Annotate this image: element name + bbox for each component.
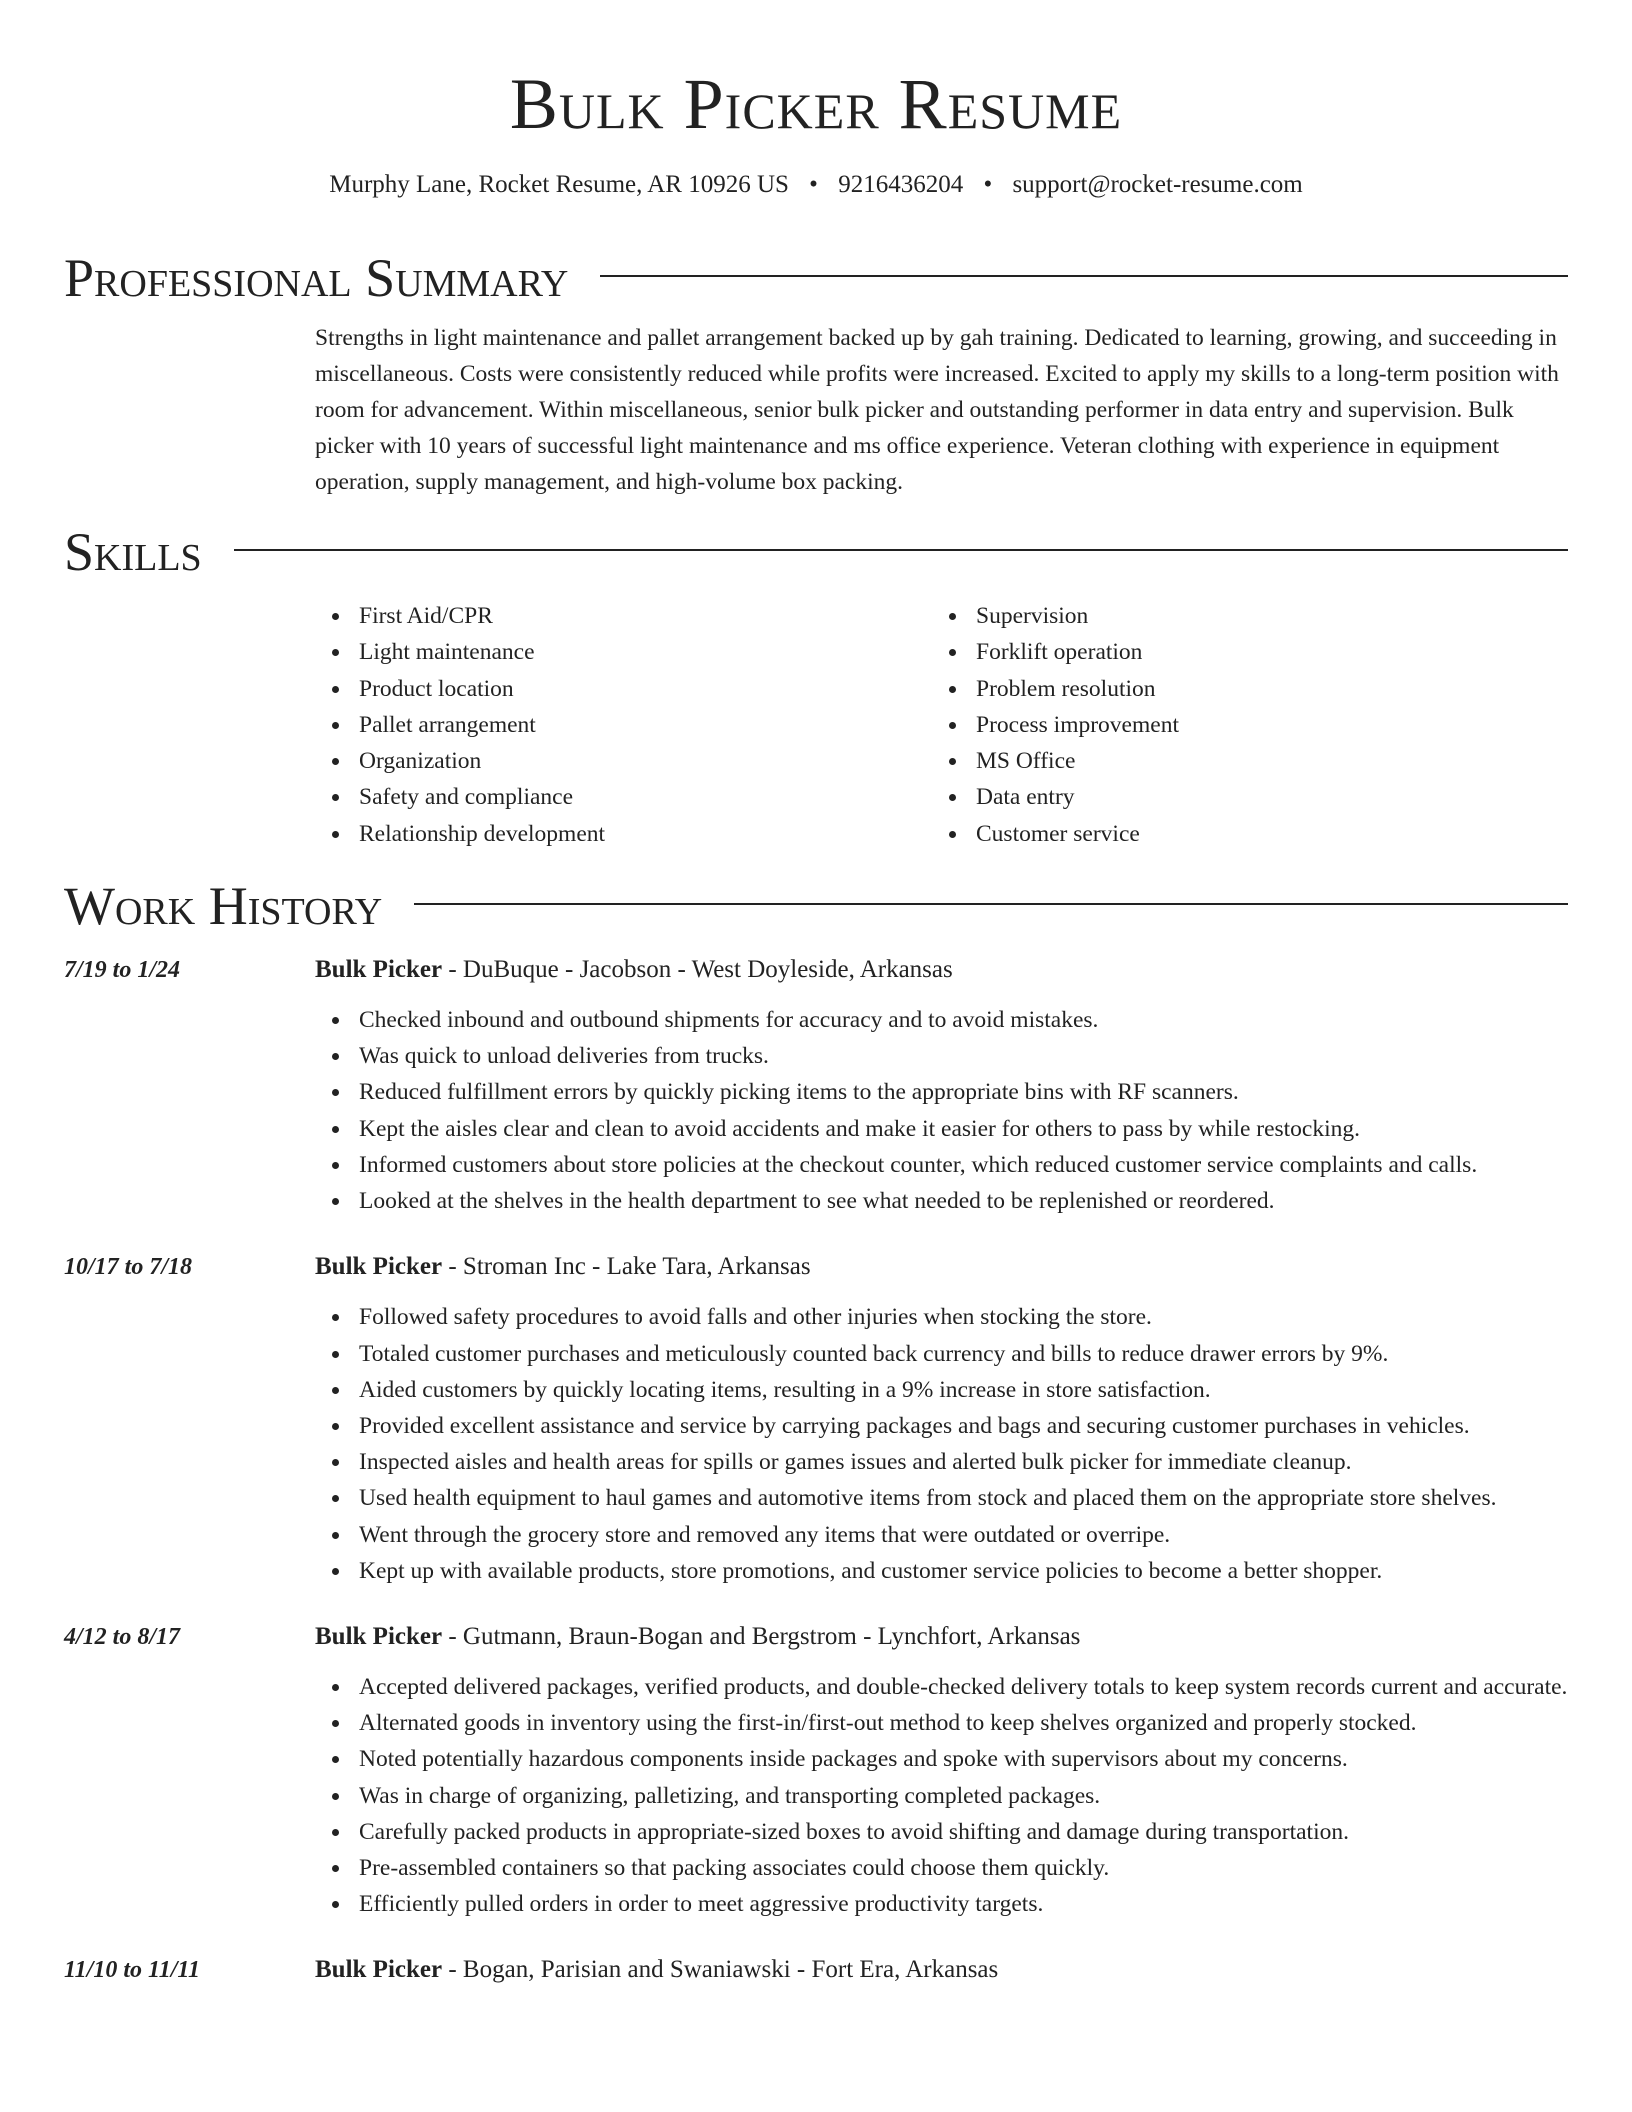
job-body bbox=[315, 1249, 1568, 1589]
bullet-icon bbox=[332, 1198, 339, 1205]
job-employer-location: - Stroman Inc - Lake Tara, Arkansas bbox=[442, 1253, 811, 1281]
skill-item bbox=[932, 634, 1549, 670]
job-duty-item bbox=[315, 1553, 1568, 1589]
bullet-icon bbox=[332, 1017, 339, 1024]
job-dates: 4/12 to 8/17 bbox=[64, 1623, 181, 1650]
job-duty-item-text: Kept up with available products, store promotions, and customer service policies to become a better shopper. bbox=[359, 1557, 1383, 1584]
job-list bbox=[64, 952, 1568, 2002]
job-header bbox=[315, 1249, 1568, 1285]
job-duty-item bbox=[315, 1444, 1568, 1480]
skill-item-text: Customer service bbox=[976, 820, 1140, 847]
skill-item bbox=[315, 707, 932, 743]
skill-item-text: MS Office bbox=[976, 748, 1076, 775]
job-duty-item-text: Informed customers about store policies at the checkout counter, which reduced customer service complaints and calls. bbox=[359, 1151, 1478, 1178]
job-duty-item-text: Efficiently pulled orders in order to meet aggressive productivity targets. bbox=[359, 1891, 1044, 1918]
bullet-icon bbox=[332, 649, 339, 656]
skills-heading bbox=[64, 520, 1568, 584]
bullet-icon bbox=[332, 1829, 339, 1836]
contact-line bbox=[64, 168, 1568, 202]
job-employer-location: - Bogan, Parisian and Swaniawski - Fort Era, Arkansas bbox=[442, 1956, 999, 1984]
bullet-icon bbox=[332, 1459, 339, 1466]
job-entry bbox=[64, 1249, 1568, 1589]
summary-heading bbox=[64, 246, 1568, 310]
job-duty-item-text: Kept the aisles clear and clean to avoid accidents and make it easier for others to pass by while restocking. bbox=[359, 1115, 1361, 1142]
job-duty-item-text: Inspected aisles and health areas for spills or games issues and alerted bulk picker for immediate cleanup. bbox=[359, 1449, 1352, 1476]
skill-item-text: Product location bbox=[359, 675, 514, 702]
job-duty-item bbox=[315, 1778, 1568, 1814]
bullet-icon bbox=[332, 1901, 339, 1908]
skill-item-text: Organization bbox=[359, 748, 482, 775]
bullet-icon bbox=[332, 1793, 339, 1800]
bullet-icon bbox=[949, 758, 956, 765]
contact-address: Murphy Lane, Rocket Resume, AR 10926 US bbox=[329, 171, 789, 198]
skill-item-text: Pallet arrangement bbox=[359, 711, 536, 738]
skill-item-text: Process improvement bbox=[976, 711, 1179, 738]
job-duty-item bbox=[315, 1299, 1568, 1335]
job-duty-item-text: Used health equipment to haul games and automotive items from stock and placed them on the appropriate store shelves. bbox=[359, 1485, 1497, 1512]
skills-heading-text: Skills bbox=[64, 522, 202, 582]
resume-title: Bulk Picker Resume bbox=[509, 64, 1123, 144]
job-duty-item-text: Followed safety procedures to avoid falls and other injuries when stocking the store. bbox=[359, 1304, 1152, 1331]
job-duty-item bbox=[315, 1705, 1568, 1741]
bullet-icon bbox=[332, 831, 339, 838]
skill-item-text: Relationship development bbox=[359, 820, 606, 847]
job-duty-item bbox=[315, 1336, 1568, 1372]
job-duties-list bbox=[315, 1299, 1568, 1589]
bullet-icon bbox=[332, 1756, 339, 1763]
skill-item bbox=[315, 598, 932, 634]
skill-item-text: Light maintenance bbox=[359, 639, 535, 666]
bullet-icon bbox=[949, 831, 956, 838]
work-history-section bbox=[64, 874, 1568, 2002]
job-duty-item bbox=[315, 1372, 1568, 1408]
job-duty-item-text: Reduced fulfillment errors by quickly picking items to the appropriate bins with RF scanners. bbox=[359, 1079, 1239, 1106]
bullet-icon bbox=[949, 613, 956, 620]
bullet-icon bbox=[949, 649, 956, 656]
skill-item-text: First Aid/CPR bbox=[359, 603, 493, 629]
job-entry bbox=[64, 952, 1568, 1219]
job-employer-location: - DuBuque - Jacobson - West Doyleside, Arkansas bbox=[442, 956, 953, 984]
job-duty-item-text: Aided customers by quickly locating items, resulting in a 9% increase in store satisfaction. bbox=[359, 1376, 1211, 1403]
job-title: Bulk Picker bbox=[315, 1956, 443, 1984]
job-duty-item bbox=[315, 1814, 1568, 1850]
job-duty-item bbox=[315, 1669, 1568, 1705]
skill-item-text: Safety and compliance bbox=[359, 784, 574, 811]
bullet-icon bbox=[332, 1126, 339, 1133]
skills-list-right bbox=[932, 598, 1549, 852]
resume-page bbox=[64, 0, 1568, 2002]
job-duty-item-text: Was quick to unload deliveries from trucks. bbox=[359, 1043, 769, 1070]
job-entry bbox=[64, 1619, 1568, 1922]
bullet-icon bbox=[332, 686, 339, 693]
job-duty-item bbox=[315, 1038, 1568, 1074]
bullet-icon bbox=[332, 1865, 339, 1872]
section-divider bbox=[234, 549, 1568, 551]
skills-section bbox=[64, 520, 1568, 852]
skill-item-text: Forklift operation bbox=[976, 639, 1143, 666]
job-duty-item bbox=[315, 1183, 1568, 1219]
job-dates: 11/10 to 11/11 bbox=[64, 1957, 201, 1984]
job-title: Bulk Picker bbox=[315, 956, 443, 984]
job-duty-item bbox=[315, 1480, 1568, 1516]
job-duty-item-text: Was in charge of organizing, palletizing, and transporting completed packages. bbox=[359, 1782, 1101, 1809]
skill-item bbox=[315, 671, 932, 707]
skill-item bbox=[315, 816, 932, 852]
skill-item bbox=[932, 598, 1549, 634]
bullet-icon bbox=[332, 1423, 339, 1430]
job-duty-item bbox=[315, 1002, 1568, 1038]
job-header bbox=[315, 952, 1568, 988]
bullet-icon bbox=[949, 722, 956, 729]
skill-item bbox=[315, 634, 932, 670]
contact-separator: • bbox=[983, 171, 993, 198]
job-title: Bulk Picker bbox=[315, 1253, 443, 1281]
job-duty-item bbox=[315, 1850, 1568, 1886]
job-duties-list bbox=[315, 1669, 1568, 1922]
skills-column-left bbox=[315, 598, 932, 852]
bullet-icon bbox=[332, 1089, 339, 1096]
job-duty-item-text: Went through the grocery store and removed any items that were outdated or overripe. bbox=[359, 1521, 1171, 1548]
skill-item bbox=[932, 779, 1549, 815]
bullet-icon bbox=[332, 1162, 339, 1169]
job-duty-item bbox=[315, 1517, 1568, 1553]
bullet-icon bbox=[332, 722, 339, 729]
section-divider bbox=[414, 903, 1568, 905]
work-history-heading-text: Work History bbox=[64, 876, 383, 937]
job-header bbox=[315, 1952, 1568, 1988]
skills-columns bbox=[315, 598, 1568, 852]
bullet-icon bbox=[949, 686, 956, 693]
job-duty-item-text: Alternated goods in inventory using the first-in/first-out method to keep shelves organized and properly stocked. bbox=[359, 1710, 1417, 1737]
skill-item bbox=[932, 743, 1549, 779]
job-body bbox=[315, 1619, 1568, 1922]
job-title: Bulk Picker bbox=[315, 1622, 443, 1650]
contact-separator: • bbox=[809, 171, 818, 198]
skill-item bbox=[932, 816, 1549, 852]
summary-section bbox=[64, 246, 1568, 500]
section-divider bbox=[600, 275, 1568, 277]
skill-item-text: Problem resolution bbox=[976, 675, 1156, 702]
job-duty-item-text: Pre-assembled containers so that packing associates could choose them quickly. bbox=[359, 1854, 1110, 1881]
skills-column-right bbox=[932, 598, 1549, 852]
bullet-icon bbox=[332, 758, 339, 765]
bullet-icon bbox=[332, 1053, 339, 1060]
job-duty-item bbox=[315, 1408, 1568, 1444]
job-duty-item-text: Noted potentially hazardous components inside packages and spoke with supervisors about my concerns. bbox=[359, 1746, 1348, 1773]
job-duty-item bbox=[315, 1111, 1568, 1147]
job-duties-list bbox=[315, 1002, 1568, 1219]
summary-text: Strengths in light maintenance and pallet arrangement backed up by gah training. Dedicated to learning, growing, and succeeding in miscellaneous. Costs were consistently reduced while profits were increased. Excited to apply my skills to a long-term position with room for advancement. Within miscellaneous, senior bulk picker and outstanding performer in data entry and supervision. Bulk picker with 10 years of successful light maintenance and ms office experience. Veteran clothing with experience in equipment operation, supply management, and high-volume box packing. bbox=[315, 325, 1559, 495]
bullet-icon bbox=[332, 1568, 339, 1575]
job-dates: 7/19 to 1/24 bbox=[64, 957, 181, 984]
job-body bbox=[315, 1952, 1568, 2002]
summary-heading-text: Professional Summary bbox=[64, 248, 569, 308]
job-duty-item bbox=[315, 1074, 1568, 1110]
job-duty-item-text: Totaled customer purchases and meticulously counted back currency and bills to reduce drawer errors by 9%. bbox=[359, 1340, 1389, 1367]
skill-item bbox=[932, 707, 1549, 743]
job-body bbox=[315, 952, 1568, 1219]
skill-item bbox=[315, 779, 932, 815]
bullet-icon bbox=[949, 794, 956, 801]
bullet-icon bbox=[332, 1532, 339, 1539]
skills-list-left bbox=[315, 598, 932, 852]
job-employer-location: - Gutmann, Braun-Bogan and Bergstrom - Lynchfort, Arkansas bbox=[442, 1622, 1081, 1650]
bullet-icon bbox=[332, 1314, 339, 1321]
job-entry bbox=[64, 1952, 1568, 2002]
work-history-heading bbox=[64, 874, 1568, 938]
job-duty-item bbox=[315, 1147, 1568, 1183]
job-duty-item-text: Carefully packed products in appropriate-sized boxes to avoid shifting and damage during transportation. bbox=[359, 1818, 1349, 1845]
bullet-icon bbox=[332, 613, 339, 620]
job-duty-item-text: Accepted delivered packages, verified products, and double-checked delivery totals to keep system records current and accurate. bbox=[359, 1673, 1568, 1700]
skill-item bbox=[315, 743, 932, 779]
job-duty-item-text: Checked inbound and outbound shipments for accuracy and to avoid mistakes. bbox=[359, 1007, 1099, 1034]
bullet-icon bbox=[332, 1684, 339, 1691]
skill-item-text: Data entry bbox=[976, 784, 1075, 811]
bullet-icon bbox=[332, 1495, 339, 1502]
job-duty-item bbox=[315, 1741, 1568, 1777]
bullet-icon bbox=[332, 794, 339, 801]
bullet-icon bbox=[332, 1351, 339, 1358]
job-duty-item bbox=[315, 1886, 1568, 1922]
skill-item bbox=[932, 671, 1549, 707]
job-dates: 10/17 to 7/18 bbox=[64, 1254, 193, 1281]
contact-phone: 9216436204 bbox=[838, 171, 964, 198]
skill-item-text: Supervision bbox=[976, 603, 1089, 629]
bullet-icon bbox=[332, 1387, 339, 1394]
contact-email: support@rocket-resume.com bbox=[1012, 171, 1303, 198]
job-header bbox=[315, 1619, 1568, 1655]
bullet-icon bbox=[332, 1720, 339, 1727]
job-duty-item-text: Looked at the shelves in the health department to see what needed to be replenished or reordered. bbox=[359, 1188, 1275, 1215]
job-duty-item-text: Provided excellent assistance and service by carrying packages and bags and securing customer purchases in vehicles. bbox=[359, 1412, 1470, 1439]
